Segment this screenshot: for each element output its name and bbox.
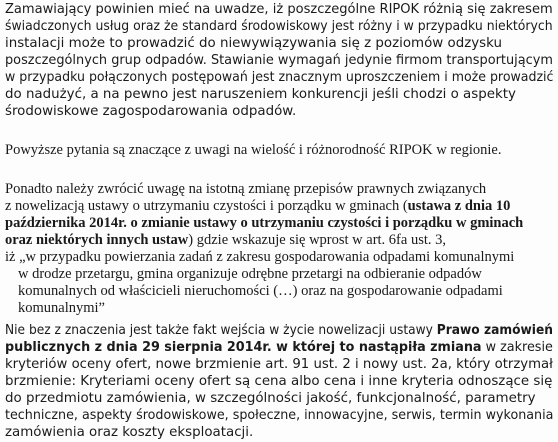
bold-text-run: ustawa z dnia 10 [407,198,511,214]
text-line [5,232,446,248]
text-line [5,198,510,214]
text-line: Ponadto należy zwrócić uwagę na istotną zmianę przepisów prawnych związanych [5,181,487,197]
text-run: w zakresie [481,340,553,355]
text-line: do nadużyć, a na pewno jest naruszeniem konkurencji jeśli chodzi o aspekty [5,87,516,102]
text-line: techniczne, aspekty środowiskowe, społeczne, innowacyjne, serwis, termin wykonania [5,408,554,423]
text-line: środowiskowe zagospodarowania odpadów. [5,104,297,119]
text-line: Powyższe pytania są znaczące z uwagi na wielość i różnorodność RIPOK w regionie. [5,142,502,158]
text-line [5,340,553,356]
text-line: brzmienie: Kryteriami oceny ofert są cena albo cena i inne kryteria odnoszące się [5,374,553,389]
text-line: w przypadku połączonych postępowań jest znacznym uproszczeniem i może prowadzić [5,70,554,85]
text-line: Zamawiający powinien mieć na uwadze, iż poszczególne RIPOK różnią się zakresem [5,2,553,17]
bold-text-line: października 2014r. o zmianie ustawy o utrzymaniu czystości i porządku w gminach [5,215,524,231]
text-line: kryteriów oceny ofert, nowe brzmienie art. 91 ust. 2 i nowy ust. 2a, który otrzymał [5,357,553,372]
text-run: z nowelizacją ustawy o utrzymaniu czystości i porządku w gminach ( [5,198,408,214]
text-line: iż „w przypadku powierzania zadań z zakresu gospodarowania odpadami komunalnymi [5,249,515,265]
text-run: Nie bez z znaczenia jest także fakt wejścia w życie nowelizacji ustawy [5,323,437,338]
bold-text-run: oraz niektórych innych ustaw [5,232,189,248]
text-line [5,323,553,339]
quoted-text-line: komunalnych od właścicieli nieruchomości (…) oraz na gospodarowanie odpadami [18,283,503,299]
bold-text-run: Prawo zamówień [436,323,553,338]
bold-text-run: publicznych z dnia 29 sierpnia 2014r. w której to nastąpiła zmiana [5,340,482,355]
quoted-text-line: w drodze przetargu, gmina organizuje odrębne przetargi na odbieranie odpadów [18,266,482,282]
text-run: ) gdzie wskazuje się wprost w art. 6fa ust. 3, [188,232,446,248]
text-line: do przedmiotu zamówienia, w szczególności jakość, funkcjonalność, parametry [5,391,536,406]
text-line: instalacji może to prowadzić do niewywiązywania się z poziomów odzysku [5,36,502,51]
text-line: świadczonych usług oraz że standard środowiskowy jest różny i w przypadku niektórych [5,19,553,34]
quoted-text-line: komunalnymi” [18,300,105,316]
text-line: poszczególnych grup odpadów. Stawianie wymagań jedynie firmom transportującym [5,53,553,68]
text-line: zamówienia oraz koszty eksploatacji. [5,425,254,440]
